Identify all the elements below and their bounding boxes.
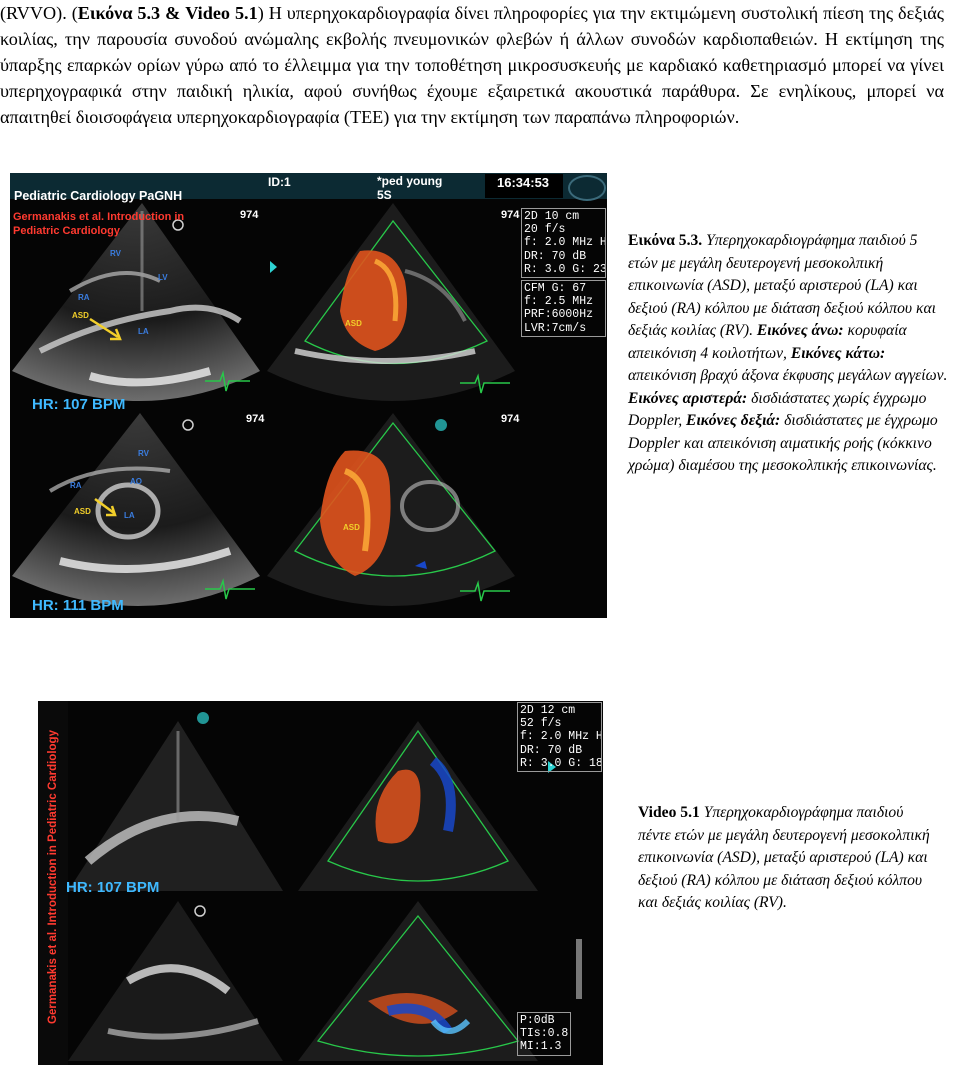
setting-2d-4: R: 3.0 G: 23 xyxy=(524,262,607,276)
credit-line1: Germanakis et al. Introduction in xyxy=(13,211,185,223)
label-ao: AO xyxy=(130,477,142,486)
depth-marker-4: 974 xyxy=(501,413,520,425)
depth-marker-2: 974 xyxy=(501,209,520,221)
settings-2d-block xyxy=(522,209,605,277)
video-power-readout xyxy=(518,1013,570,1055)
setting-cfm-2: PRF:6000Hz xyxy=(524,308,594,322)
heart-rate-bottom: HR: 111 BPM xyxy=(32,597,124,614)
caption-video-5-1 xyxy=(638,802,938,915)
heart-rate-top: HR: 107 BPM xyxy=(32,396,126,411)
setting-cfm-0: CFM G: 67 xyxy=(524,282,587,296)
label-asd-doppler: ASD xyxy=(345,319,362,328)
ge-logo-icon xyxy=(568,175,606,201)
caption1-text-a: Υπερηχοκαρδιογράφημα παιδιού 5 ετών με μεγάλη δευτερογενή μεσοκολπική επικοινωνία (ASD), μεταξύ αριστερού (LA) και δεξιού (RA) κόλπου με διάταση δεξιού κόλπου και δεξιάς κοιλίας (RV). xyxy=(628,232,936,339)
figure-5-3-echocardiogram xyxy=(10,173,607,618)
video-power-0: P:0dB xyxy=(520,1014,555,1027)
label-asd: ASD xyxy=(72,311,89,320)
caption1-text-b: κορυφαία απεικόνιση 4 κοιλοτήτων, xyxy=(628,322,907,362)
caption1-text-e: δισδιάστατες με έγχρωμο Doppler και απεικόνιση αιματικής ροής (κόκκινο χρώμα) διαμέσου της μεσοκολπικής επικοινωνίας. xyxy=(628,412,938,474)
caption1-bold-lower: Εικόνες κάτω: xyxy=(790,344,886,362)
setting-2d-3: DR: 70 dB xyxy=(524,249,587,263)
intro-prefix: (RVVO). ( xyxy=(0,3,78,23)
video-settings-2d xyxy=(518,703,601,771)
video-setting-2: f: 2.0 MHz H xyxy=(520,730,603,744)
label-ra-bottom: RA xyxy=(70,481,82,490)
depth-marker-3: 974 xyxy=(246,413,265,425)
echo-header-patient: *ped young xyxy=(377,174,443,188)
panel-bottom-left-2d xyxy=(10,411,265,618)
settings-panel xyxy=(522,209,605,336)
credit-line2: Pediatric Cardiology xyxy=(13,225,120,237)
echo-header-patient-sub: 5S xyxy=(377,188,392,202)
setting-2d-1: 20 f/s xyxy=(524,223,566,237)
intro-body: ) Η υπερηχοκαρδιογραφία δίνει πληροφορίες για την εκτιμώμενη συστολική πίεση της δεξιάς κοιλίας, την παρουσία συνοδού ανώμαλης εκβολής πνευμονικών φλεβών ή άλλων συνοδών καρδιοπαθειών. Η εκτίμηση της ύπαρξης επαρκών ορίων γύρω από το έλλειμμα για την τοποθέτηση μικροσυσκευής με καρδιακό καθετηριασμό μπορεί να γίνει υπερηχογραφικά στην παιδική ηλικία, αφού συνήθως έχουμε εξαιρετικά ακουστικά παράθυρα. Σε ενηλίκους, μπορεί να απαιτηθεί διοισοφάγεια υπερηχοκαρδιογραφία (TEE) για την εκτίμηση των παραπάνω πληροφοριών. xyxy=(0,3,944,127)
video-power-1: TIs:0.8 xyxy=(520,1027,569,1041)
label-la-bottom: LA xyxy=(124,511,135,520)
caption1-text-c: απεικόνιση βραχύ άξονα έκφυσης μεγάλων αγγείων. xyxy=(628,367,948,384)
panel-top-left-2d xyxy=(10,201,265,411)
depth-marker: 974 xyxy=(240,209,259,221)
setting-2d-0: 2D 10 cm xyxy=(524,210,580,223)
setting-2d-2: f: 2.0 MHz H xyxy=(524,236,607,250)
caption2-text: Υπερηχοκαρδιογράφημα παιδιού πέντε ετών με μεγάλη δευτερογενή μεσοκολπική επικοινωνία (ASD), μεταξύ αριστερού (LA) και δεξιού (RA) κόλπου με διάταση δεξιού κόλπου και δεξιάς κοιλίας (RV). xyxy=(638,804,930,911)
intro-paragraph xyxy=(0,0,944,130)
caption-figure-5-3 xyxy=(628,230,950,478)
video-setting-4: R: 3.0 G: 18 xyxy=(520,756,603,770)
label-asd-bottom: ASD xyxy=(74,507,91,516)
caption1-bold-right: Εικόνες δεξιά: xyxy=(686,412,781,429)
label-rv-bottom: RV xyxy=(138,449,149,458)
setting-cfm-3: LVR:7cm/s xyxy=(524,321,587,335)
video-5-1-echocardiogram xyxy=(38,701,603,1065)
video-vertical-credit: Germanakis et al. Introduction in Pediatric Cardiology xyxy=(47,730,59,1024)
label-asd-doppler-bottom: ASD xyxy=(343,523,360,532)
caption1-bold-left: Εικόνες αριστερά: xyxy=(628,389,748,407)
video-setting-3: DR: 70 dB xyxy=(520,743,583,757)
intro-figure-ref: Εικόνα 5.3 & Video 5.1 xyxy=(77,3,258,23)
video-power-2: MI:1.3 xyxy=(520,1040,562,1054)
echo-header-id: ID:1 xyxy=(268,175,291,189)
video-heart-rate: HR: 107 BPM xyxy=(66,879,160,896)
caption1-bold-upper: Εικόνες άνω: xyxy=(756,322,844,339)
panel-top-right-doppler xyxy=(265,201,520,411)
echo-header-time: 16:34:53 xyxy=(485,174,563,198)
caption1-label: Εικόνα 5.3. xyxy=(628,232,703,249)
caption1-text-d: δισδιάστατες χωρίς έγχρωμο Doppler, xyxy=(628,389,927,429)
settings-cfm-block xyxy=(522,281,605,336)
label-rv: RV xyxy=(110,249,121,258)
panel-bottom-right-doppler xyxy=(265,411,520,618)
caption2-label: Video 5.1 xyxy=(638,804,700,821)
setting-cfm-1: f: 2.5 MHz xyxy=(524,295,594,309)
video-setting-1: 52 f/s xyxy=(520,717,562,731)
label-la: LA xyxy=(138,327,149,336)
video-setting-0: 2D 12 cm xyxy=(520,704,576,717)
label-lv: LV xyxy=(158,273,168,282)
echo-header-institution: Pediatric Cardiology PaGNH xyxy=(14,189,183,203)
label-ra: RA xyxy=(78,293,90,302)
